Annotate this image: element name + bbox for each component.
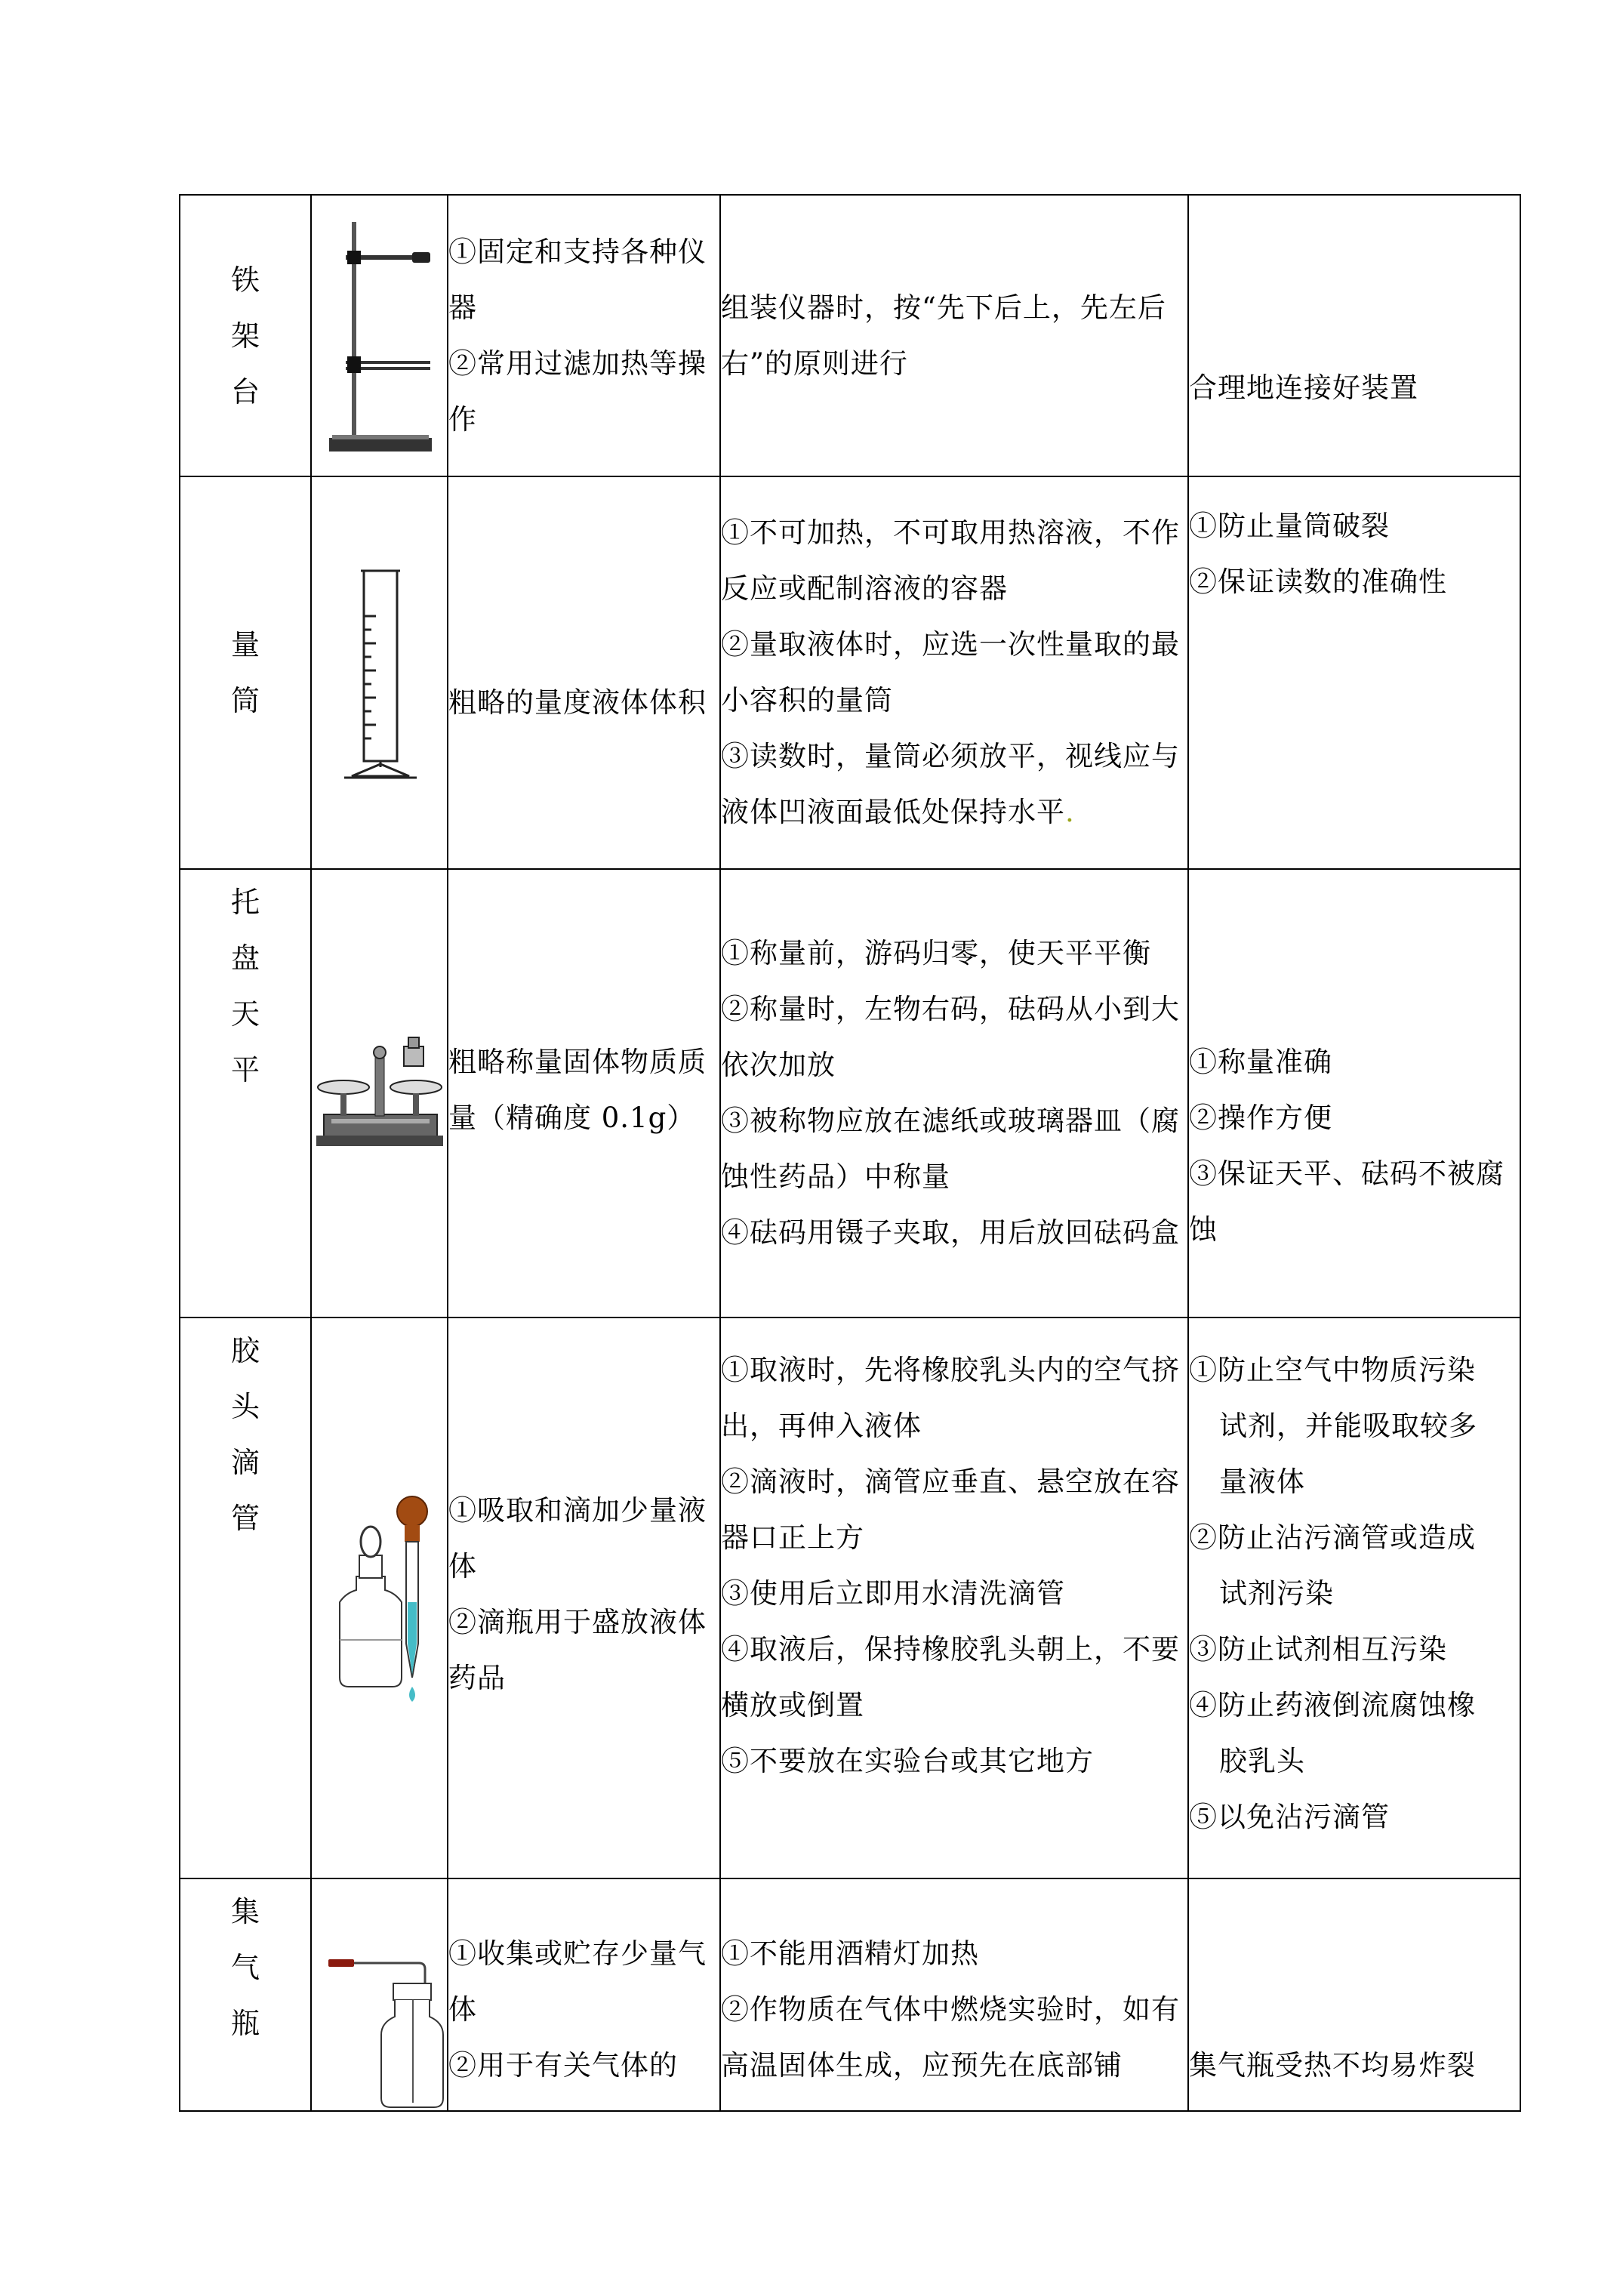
- table-row-gas-bottle: [180, 1878, 1520, 2111]
- apparatus-name: 量 筒: [180, 476, 311, 869]
- iron-stand-icon: [323, 219, 436, 453]
- apparatus-name: 胶 头 滴 管: [180, 1318, 311, 1878]
- reasons-cell: ①防止空气中物质污染 试剂，并能吸取较多 量液体 ②防止沾污滴管或造成 试剂污染 ③防止试剂相互污染 ④防止药液倒流腐蚀橡 胶乳头 ⑤以免沾污滴管: [1188, 1318, 1520, 1878]
- use-cell: ①吸取和滴加少量液体 ②滴瓶用于盛放液体药品: [448, 1318, 720, 1878]
- use-cell: 粗略的量度液体体积: [448, 476, 720, 869]
- graduated-cylinder-icon: [338, 563, 421, 782]
- table-row-dropper: [180, 1318, 1520, 1878]
- notes-cell: 组装仪器时，按“先下后上，先左后右”的原则进行: [720, 195, 1188, 476]
- apparatus-image-cell: [311, 476, 448, 869]
- table-row-graduated-cylinder: [180, 476, 1520, 869]
- notes-cell: ①不能用酒精灯加热 ②作物质在气体中燃烧实验时，如有高温固体生成，应预先在底部铺: [720, 1878, 1188, 2111]
- gas-bottle-icon: [313, 1929, 446, 2110]
- apparatus-name: 铁 架 台: [180, 195, 311, 476]
- notes-cell: ①称量前，游码归零，使天平平衡 ②称量时，左物右码，砝码从小到大依次加放 ③被称物应放在滤纸或玻璃器皿（腐蚀性药品）中称量 ④砝码用镊子夹取，用后放回砝码盒: [720, 869, 1188, 1318]
- notes-cell: ①取液时，先将橡胶乳头内的空气挤出，再伸入液体 ②滴液时，滴管应垂直、悬空放在容器口正上方 ③使用后立即用水清洗滴管 ④取液后，保持橡胶乳头朝上，不要横放或倒置 ⑤不要放在实验台或其它地方: [720, 1318, 1188, 1878]
- balance-scale-icon: [313, 1033, 446, 1154]
- dropper-icon: [323, 1489, 436, 1708]
- apparatus-name: 托 盘 天 平: [180, 869, 311, 1318]
- apparatus-image-cell: [311, 195, 448, 476]
- table-row-balance-scale: [180, 869, 1520, 1318]
- table-row-iron-stand: [180, 195, 1520, 476]
- reasons-cell: ①防止量筒破裂 ②保证读数的准确性: [1188, 476, 1520, 869]
- apparatus-image-cell: [311, 1878, 448, 2111]
- apparatus-name: 集 气 瓶: [180, 1878, 311, 2111]
- apparatus-image-cell: [311, 1318, 448, 1878]
- reasons-cell: ①称量准确 ②操作方便 ③保证天平、砝码不被腐蚀: [1188, 869, 1520, 1318]
- notes-cell: ①不可加热，不可取用热溶液，不作反应或配制溶液的容器 ②量取液体时，应选一次性量取的最小容积的量筒 ③读数时，量筒必须放平，视线应与液体凹液面最低处保持水平.: [720, 476, 1188, 869]
- apparatus-image-cell: [311, 869, 448, 1318]
- reasons-cell: 集气瓶受热不均易炸裂: [1188, 1878, 1520, 2111]
- use-cell: 粗略称量固体物质质量（精确度 0.1g）: [448, 869, 720, 1318]
- reasons-cell: 合理地连接好装置: [1188, 195, 1520, 476]
- use-cell: ①固定和支持各种仪器 ②常用过滤加热等操作: [448, 195, 720, 476]
- apparatus-table: [179, 194, 1521, 2112]
- use-cell: ①收集或贮存少量气体 ②用于有关气体的: [448, 1878, 720, 2111]
